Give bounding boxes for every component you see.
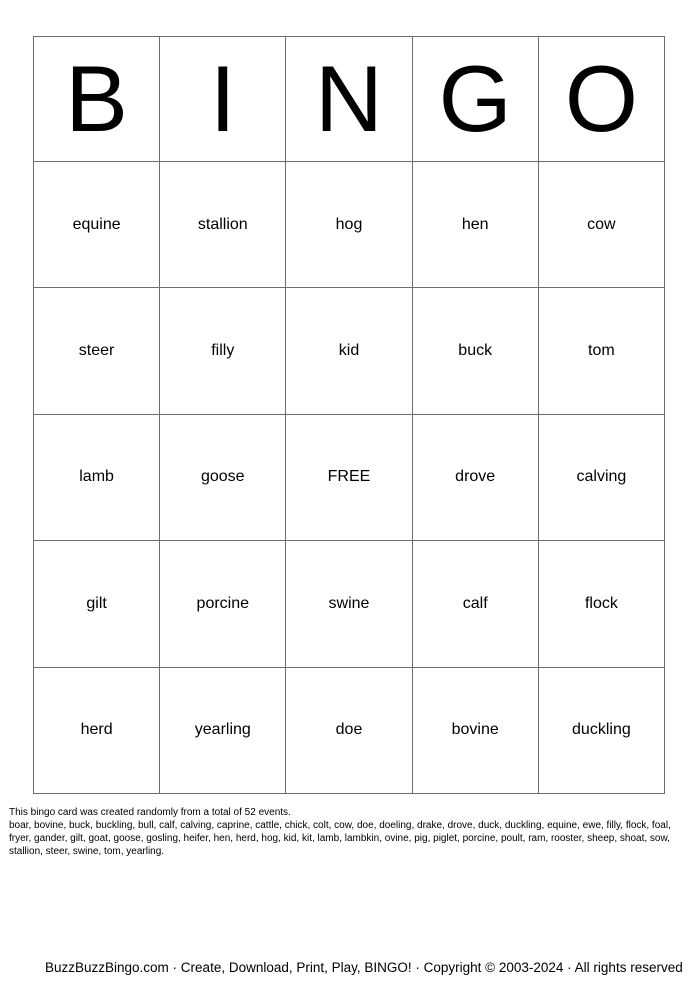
bingo-cell-r5c4: bovine <box>413 668 539 794</box>
bingo-cell-r3c1: lamb <box>34 415 160 541</box>
bingo-cell-r4c5: flock <box>539 541 665 667</box>
bingo-cell-r5c1: herd <box>34 668 160 794</box>
bingo-cell-free: FREE <box>286 415 412 541</box>
bingo-cell-r4c3: swine <box>286 541 412 667</box>
bingo-cell-r4c2: porcine <box>160 541 286 667</box>
bingo-grid <box>33 36 665 794</box>
bingo-cell-r2c3: kid <box>286 288 412 414</box>
bingo-cell-r1c2: stallion <box>160 162 286 288</box>
bingo-header-letter-i: I <box>160 37 286 162</box>
card-description <box>9 806 671 858</box>
bingo-cell-r4c1: gilt <box>34 541 160 667</box>
bingo-cell-r5c2: yearling <box>160 668 286 794</box>
bingo-cell-r1c5: cow <box>539 162 665 288</box>
bingo-cell-r3c4: drove <box>413 415 539 541</box>
bingo-cell-r1c3: hog <box>286 162 412 288</box>
bingo-cell-r2c2: filly <box>160 288 286 414</box>
events-list: boar, bovine, buck, buckling, bull, calf, calving, caprine, cattle, chick, colt, cow, doe, doeling, drake, drove, duck, duckling, equine, ewe, filly, flock, foal, fryer, gander, gilt, goat, goose, gosling, heifer, hen, herd, hog, kid, kit, lamb, lambkin, ovine, pig, piglet, porcine, poult, ram, rooster, sheep, shoat, sow, stallion, steer, swine, tom, yearling. <box>9 820 671 857</box>
bingo-cell-r1c1: equine <box>34 162 160 288</box>
bingo-cell-r2c5: tom <box>539 288 665 414</box>
bingo-header-letter-g: G <box>413 37 539 162</box>
bingo-cell-r5c5: duckling <box>539 668 665 794</box>
bingo-cell-r2c4: buck <box>413 288 539 414</box>
description-summary: This bingo card was created randomly from a total of 52 events. <box>9 807 291 818</box>
site-footer: BuzzBuzzBingo.com · Create, Download, Print, Play, BINGO! · Copyright © 2003-2024 · All rights reserved <box>45 960 683 975</box>
bingo-cell-r3c5: calving <box>539 415 665 541</box>
bingo-cell-r2c1: steer <box>34 288 160 414</box>
bingo-cell-r5c3: doe <box>286 668 412 794</box>
bingo-header-letter-o: O <box>539 37 665 162</box>
bingo-cell-r4c4: calf <box>413 541 539 667</box>
bingo-cell-r1c4: hen <box>413 162 539 288</box>
bingo-header-letter-n: N <box>286 37 412 162</box>
bingo-header-letter-b: B <box>34 37 160 162</box>
bingo-cell-r3c2: goose <box>160 415 286 541</box>
